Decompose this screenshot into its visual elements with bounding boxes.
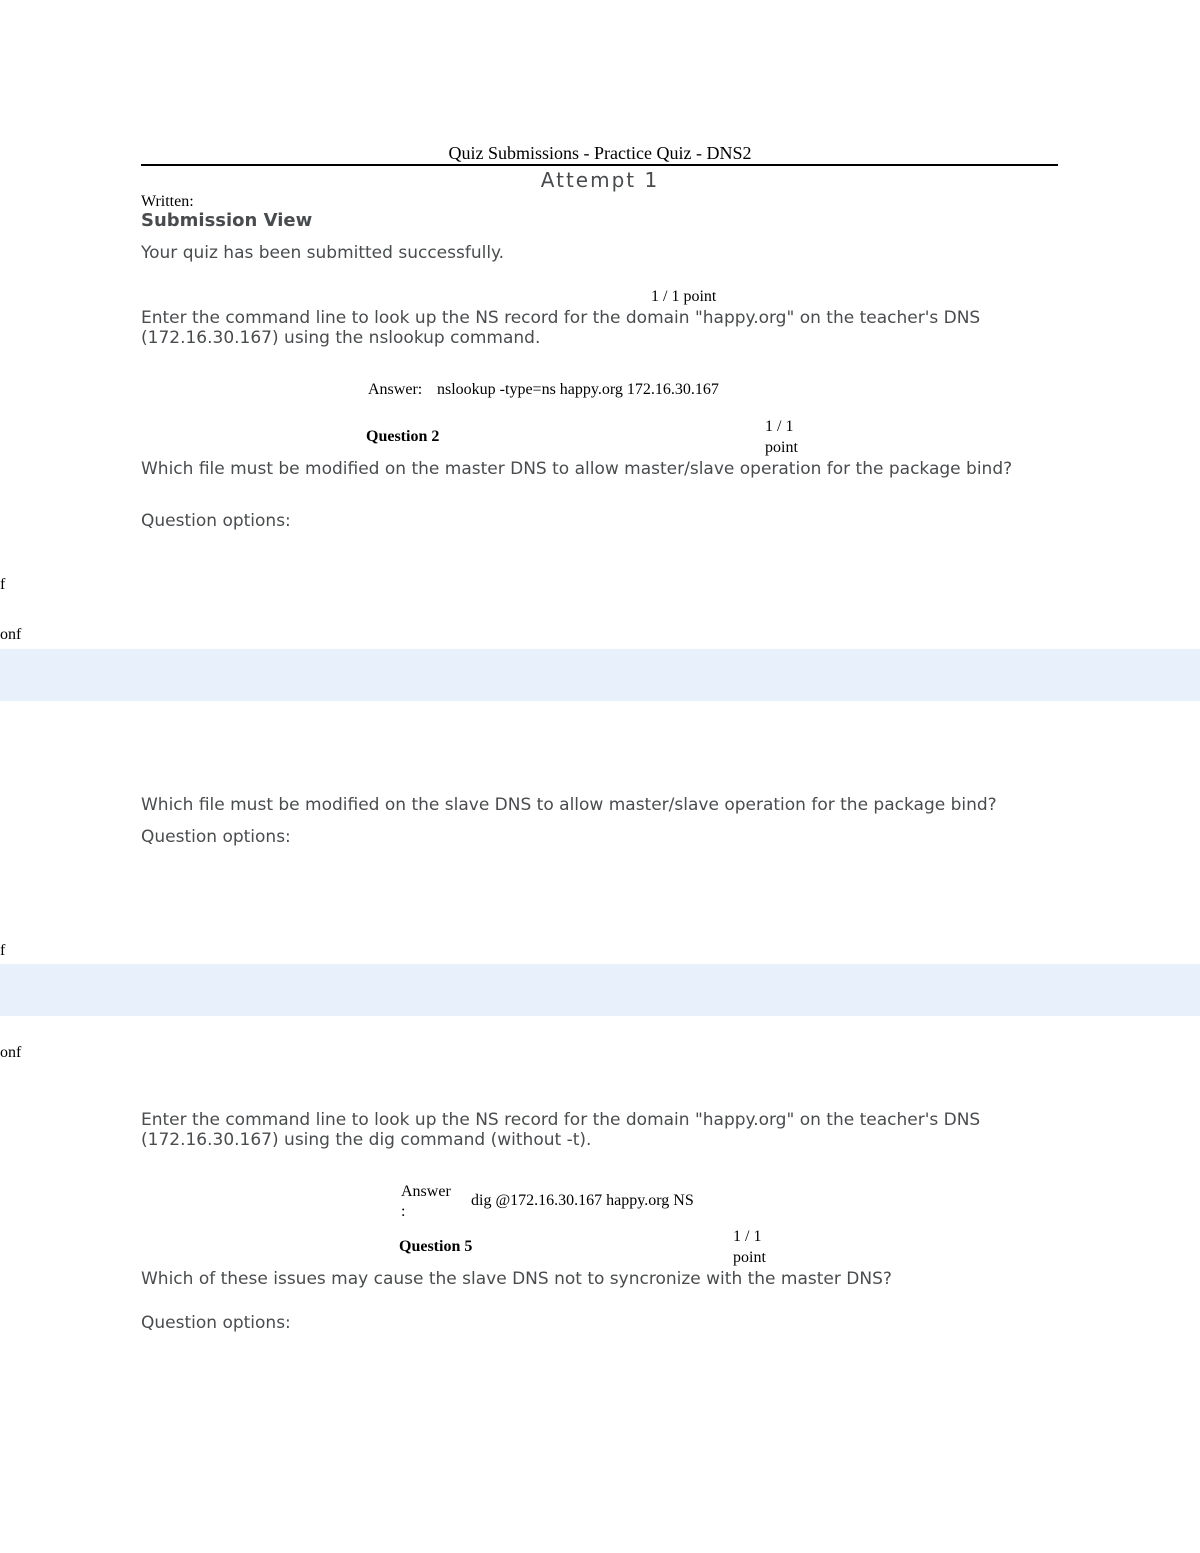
question-1-score: 1 / 1 point	[651, 288, 717, 305]
question-2-text: Which file must be modified on the master DNS to allow master/slave operation for the package bind?	[141, 459, 1013, 479]
question-3-options-label: Question options:	[141, 827, 291, 847]
title-rule	[141, 164, 1058, 166]
question-5-label: Question 5	[399, 1238, 473, 1255]
question-4-answer-label-colon: :	[401, 1203, 406, 1220]
question-2-label: Question 2	[366, 428, 440, 445]
attempt-heading: Attempt 1	[540, 168, 660, 192]
highlight-band-1	[0, 649, 1200, 701]
question-4-text: Enter the command line to look up the NS record for the domain "happy.org" on the teacher's DNS (172.16.30.167) using the dig command (without -t).	[141, 1110, 981, 1150]
question-5-score-value: 1 / 1	[733, 1228, 762, 1245]
page-title: Quiz Submissions - Practice Quiz - DNS2	[448, 143, 752, 163]
question-2-score-value: 1 / 1	[765, 418, 794, 435]
question-4-answer-label: Answer	[401, 1183, 451, 1200]
question-1-text: Enter the command line to look up the NS record for the domain "happy.org" on the teacher's DNS (172.16.30.167) using the nslookup command.	[141, 308, 981, 348]
question-5-score-unit: point	[733, 1249, 766, 1266]
question-1-answer-label: Answer:	[368, 381, 423, 398]
question-5-options-label: Question options:	[141, 1313, 291, 1333]
question-3-text: Which file must be modified on the slave DNS to allow master/slave operation for the package bind?	[141, 795, 997, 815]
success-message: Your quiz has been submitted successfully.	[141, 243, 505, 263]
question-5-text: Which of these issues may cause the slave DNS not to syncronize with the master DNS?	[141, 1269, 892, 1289]
written-label: Written:	[141, 193, 194, 210]
question-2-option-fragment-2: onf	[0, 626, 22, 643]
question-3-option-fragment-2: onf	[0, 1044, 22, 1061]
question-2-option-fragment-1: f	[0, 576, 6, 593]
question-1-answer-value: nslookup -type=ns happy.org 172.16.30.167	[437, 381, 719, 398]
highlight-band-2	[0, 964, 1200, 1016]
question-2-score-unit: point	[765, 439, 798, 456]
question-3-option-fragment-1: f	[0, 942, 6, 959]
question-4-answer-value: dig @172.16.30.167 happy.org NS	[471, 1192, 694, 1209]
question-2-options-label: Question options:	[141, 511, 291, 531]
section-title: Submission View	[141, 210, 313, 231]
